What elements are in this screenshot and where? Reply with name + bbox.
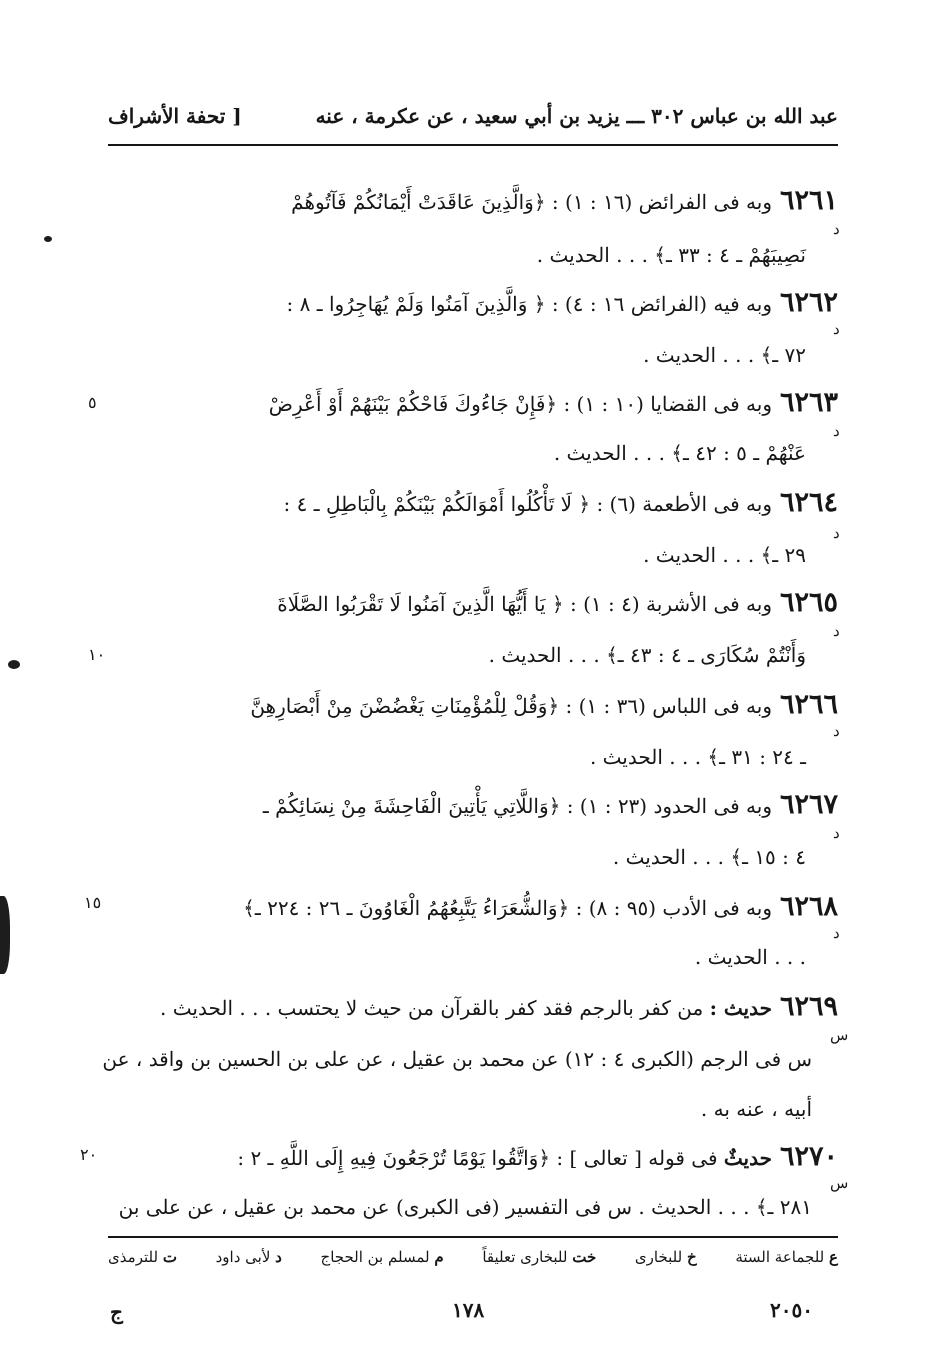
- entry-line: [250, 690, 838, 721]
- entry-sigil: د: [833, 422, 840, 440]
- entry-text: وبه فى الأشربة (٤ : ١) : ﴿ يَا أَيُّهَا الَّذِينَ آمَنُوا لَا تَقْرَبُوا الصَّلَاةَ: [277, 592, 772, 616]
- abbrev-text: لأبى داود: [215, 1248, 271, 1266]
- entry-sigil: د: [833, 220, 840, 238]
- entry-lead: حديثٌ: [723, 1146, 772, 1170]
- entry-line: [537, 240, 806, 270]
- entry-number: ٦٢٧٠: [779, 1141, 838, 1172]
- entry-text: عَنْهُمْ ـ ٥ : ٤٢ ـ﴾ . . . الحديث .: [553, 441, 806, 465]
- entry-text: ـ ٢٤ : ٣١ ـ﴾ . . . الحديث .: [589, 745, 806, 769]
- entry-number: ٦٢٦١: [779, 185, 838, 216]
- line-marker: ٢٠: [80, 1145, 98, 1164]
- entry-sigil: د: [833, 824, 840, 842]
- abbrev-item: [216, 1248, 282, 1266]
- abbrev-item: [635, 1248, 697, 1266]
- entry-line: [695, 942, 806, 972]
- entry-number: ٦٢٦٧: [779, 789, 838, 820]
- entry-sigil: د: [833, 524, 840, 542]
- entry-line: [643, 340, 806, 370]
- entry-text: ٢٨١ ـ﴾ . . . الحديث . س فى التفسير (فى الكبرى) عن محمد بن عقيل ، عن على بن: [118, 1195, 812, 1219]
- entry-number: ٦٢٦٥: [779, 587, 838, 618]
- entry-line: [160, 992, 838, 1023]
- entry-text: س فى الرجم (الكبرى ٤ : ١٢) عن محمد بن عقيل ، عن على بن الحسين بن واقد ، عن: [102, 1047, 812, 1071]
- entry-line: [291, 186, 838, 217]
- scan-mark: [0, 896, 10, 974]
- entry-lead: حديث :: [709, 996, 772, 1020]
- header-book-name: [ تحفة الأشراف: [108, 104, 242, 128]
- entry-line: [554, 438, 806, 468]
- entry-line: [102, 1044, 812, 1074]
- entry-line: [590, 742, 806, 772]
- entry-number: ٦٢٦٦: [779, 689, 838, 720]
- entry-sigil: د: [833, 924, 840, 942]
- entry-text: ٤ : ١٥ ـ﴾ . . . الحديث .: [612, 845, 806, 869]
- line-marker: ١٠: [88, 645, 106, 664]
- entry-number: ٦٢٦٤: [779, 487, 838, 518]
- entry-text: وبه فى اللباس (٣٦ : ١) : ﴿وَقُلْ لِلْمُؤْمِنَاتِ يَغْضُضْنَ مِنْ أَبْصَارِهِنَّ: [250, 694, 772, 718]
- entry-sigil: س: [830, 1174, 849, 1192]
- volume-number: ٢٠٥٠: [770, 1298, 813, 1322]
- entry-sigil: د: [833, 722, 840, 740]
- abbrev-item: [735, 1248, 838, 1266]
- entry-sigil: س: [830, 1026, 849, 1044]
- abbrev-symbol: د: [275, 1248, 282, 1266]
- entry-number: ٦٢٦٩: [779, 991, 838, 1022]
- entry-line: [287, 288, 838, 319]
- entry-text: فى قوله [ تعالى ] : ﴿وَاتَّقُوا يَوْمًا تُرْجَعُونَ فِيهِ إِلَى اللَّهِ ـ ٢ :: [237, 1146, 724, 1170]
- abbrev-symbol: ع: [829, 1248, 838, 1266]
- page-number: ١٧٨: [452, 1298, 485, 1322]
- abbrev-text: للجماعة الستة: [735, 1248, 825, 1266]
- entry-text: ٢٩ ـ﴾ . . . الحديث .: [643, 543, 806, 567]
- scan-mark: [8, 660, 20, 669]
- entry-text: وَأَنْتُمْ سُكَارَى ـ ٤ : ٤٣ ـ﴾ . . . الحديث .: [488, 643, 806, 667]
- entry-text: وبه فى الفرائض (١٦ : ١) : ﴿وَالَّذِينَ عَاقَدَتْ أَيْمَانُكُمْ فَآتُوهُمْ: [291, 190, 772, 214]
- abbrev-item: [321, 1248, 444, 1266]
- abbrev-text: لمسلم بن الحجاج: [320, 1248, 430, 1266]
- entry-line: [701, 1094, 812, 1124]
- entry-line: [119, 1192, 812, 1222]
- line-marker: ٥: [88, 393, 97, 412]
- entry-text: وبه فى الأدب (٩٥ : ٨) : ﴿وَالشُّعَرَاءُ يَتَّبِعُهُمُ الْغَاوُونَ ـ ٢٦ : ٢٢٤ ـ﴾: [243, 896, 772, 920]
- entry-text: وبه فى الحدود (٢٣ : ١) : ﴿وَاللَّاتِي يَأْتِينَ الْفَاحِشَةَ مِنْ نِسَائِكُمْ ـ: [262, 794, 772, 818]
- footer-rule: [108, 1236, 838, 1238]
- abbrev-item: [108, 1248, 177, 1266]
- abbrev-symbol: م: [434, 1248, 444, 1266]
- entry-line: [643, 540, 806, 570]
- entry-number: ٦٢٦٣: [779, 387, 838, 418]
- scan-mark: [44, 236, 52, 242]
- entry-text: من كفر بالرجم فقد كفر بالقرآن من حيث لا يحتسب . . . الحديث .: [160, 996, 710, 1020]
- abbrev-symbol: ت: [162, 1248, 177, 1266]
- line-marker: ١٥: [84, 893, 102, 912]
- abbrev-item: [482, 1248, 596, 1266]
- entry-line: [237, 1142, 838, 1173]
- section-mark: ج: [110, 1300, 123, 1324]
- abbrev-text: للبخارى تعليقاً: [482, 1248, 568, 1266]
- header-title: عبد الله بن عباس ٣٠٢ ـــ يزيد بن أبي سعيد ، عن عكرمة ، عنه: [315, 104, 838, 128]
- entry-sigil: د: [833, 622, 840, 640]
- entry-text: وبه فى القضايا (١٠ : ١) : ﴿فَإِنْ جَاءُوكَ فَاحْكُمْ بَيْنَهُمْ أَوْ أَعْرِضْ: [268, 392, 772, 416]
- entry-line: [269, 388, 838, 419]
- abbrev-text: للبخارى: [634, 1248, 683, 1266]
- entry-line: [243, 892, 838, 923]
- entry-text: . . . الحديث .: [694, 945, 806, 969]
- entry-line: [277, 588, 838, 619]
- entry-text: نَصِيبَهُمْ ـ ٤ : ٣٣ ـ﴾ . . . الحديث .: [536, 243, 806, 267]
- entry-text: أبيه ، عنه به .: [700, 1097, 812, 1121]
- entry-text: وبه فى الأطعمة (٦) : ﴿ لَا تَأْكُلُوا أَمْوَالَكُمْ بَيْنَكُمْ بِالْبَاطِلِ ـ ٤ :: [283, 492, 772, 516]
- entry-line: [489, 640, 806, 670]
- entry-line: [263, 790, 838, 821]
- entry-text: وبه فيه (الفرائض ١٦ : ٤) : ﴿ وَالَّذِينَ آمَنُوا وَلَمْ يُهَاجِرُوا ـ ٨ :: [286, 292, 772, 316]
- abbrev-text: للترمذى: [108, 1248, 159, 1266]
- entry-number: ٦٢٦٨: [779, 891, 838, 922]
- running-header: [108, 104, 838, 138]
- entry-number: ٦٢٦٢: [779, 287, 838, 318]
- entry-sigil: د: [833, 320, 840, 338]
- abbrev-symbol: خ: [687, 1248, 697, 1266]
- entry-line: [284, 488, 838, 519]
- abbreviations-key: [108, 1248, 838, 1266]
- abbrev-symbol: خت: [572, 1248, 597, 1266]
- entry-text: ٧٢ ـ﴾ . . . الحديث .: [643, 343, 806, 367]
- entry-line: [613, 842, 806, 872]
- header-rule: [108, 144, 838, 146]
